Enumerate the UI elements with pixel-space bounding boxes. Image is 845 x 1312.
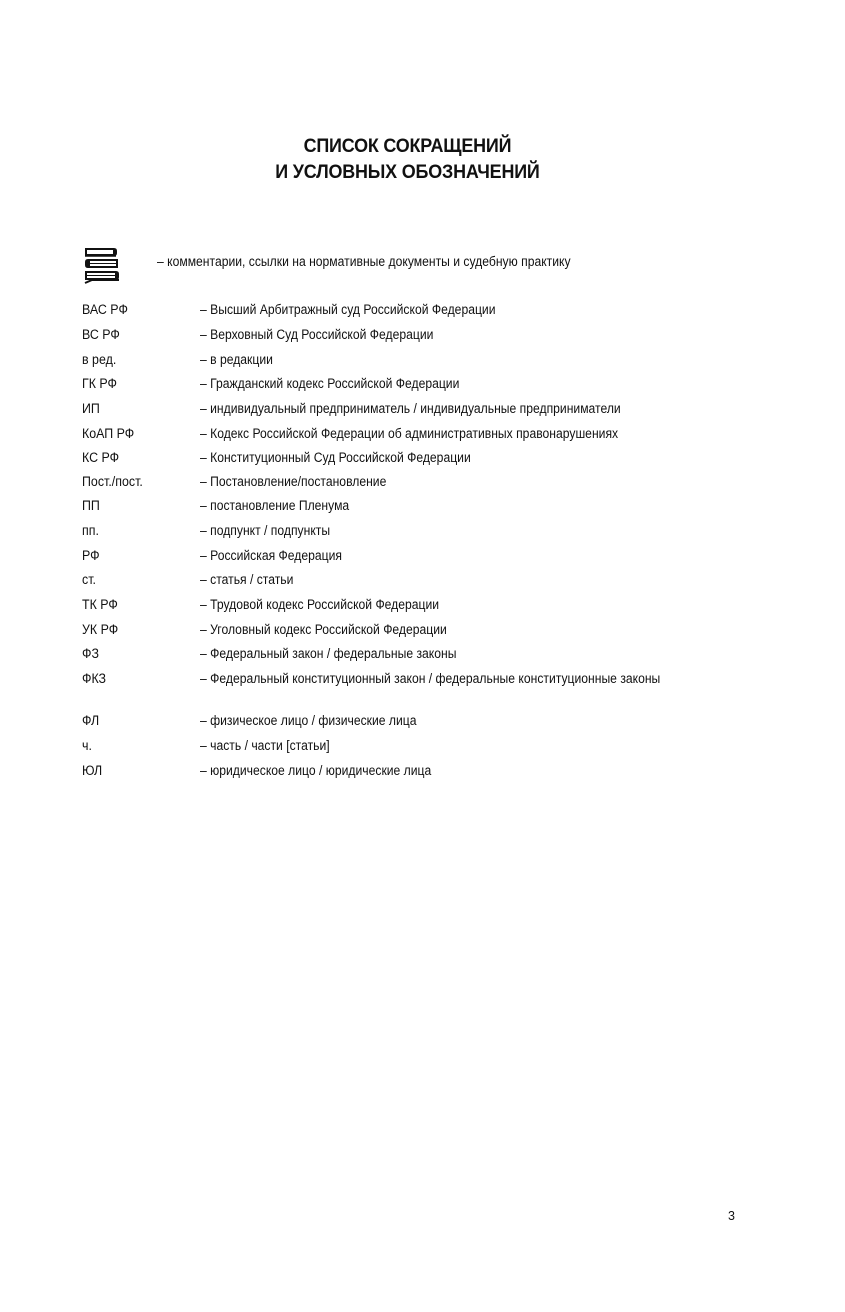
list-item bbox=[82, 572, 732, 597]
abbreviation-term: ВС РФ bbox=[82, 327, 120, 342]
abbreviation-term: УК РФ bbox=[82, 622, 119, 637]
abbreviation-term: ст. bbox=[82, 572, 96, 587]
abbreviation-definition: – индивидуальный предприниматель / индивидуальные предприниматели bbox=[200, 401, 621, 416]
abbreviation-term: ВАС РФ bbox=[82, 302, 128, 317]
abbreviation-term: РФ bbox=[82, 548, 100, 563]
abbreviation-term: в ред. bbox=[82, 352, 117, 367]
list-item bbox=[82, 327, 732, 352]
title-line-1: СПИСОК СОКРАЩЕНИЙ bbox=[303, 135, 512, 157]
abbreviation-term: ПП bbox=[82, 498, 100, 513]
abbreviation-term: ФЛ bbox=[82, 713, 100, 728]
abbreviation-term: КС РФ bbox=[82, 450, 120, 465]
abbreviation-term: ФЗ bbox=[82, 646, 99, 661]
abbreviation-term: ГК РФ bbox=[82, 376, 118, 391]
list-item bbox=[82, 401, 732, 426]
abbreviation-term: ИП bbox=[82, 401, 100, 416]
list-item bbox=[82, 450, 732, 474]
list-item bbox=[82, 622, 732, 646]
abbreviation-definition: – юридическое лицо / юридические лица bbox=[200, 763, 432, 778]
page-number: 3 bbox=[728, 1209, 735, 1223]
title-line-2: И УСЛОВНЫХ ОБОЗНАЧЕНИЙ bbox=[275, 161, 540, 183]
abbreviation-definition: – часть / части [статьи] bbox=[200, 738, 330, 753]
page-title bbox=[33, 133, 783, 185]
abbreviation-term: Пост./пост. bbox=[82, 474, 143, 489]
abbreviation-term: ФКЗ bbox=[82, 671, 107, 686]
list-item bbox=[82, 498, 732, 523]
abbreviation-definition: – Кодекс Российской Федерации об административных правонарушениях bbox=[200, 426, 619, 441]
list-item bbox=[82, 646, 732, 671]
abbreviation-definition: – Конституционный Суд Российской Федерации bbox=[200, 450, 471, 465]
list-item bbox=[82, 597, 732, 622]
abbreviation-definition: – постановление Пленума bbox=[200, 498, 350, 513]
abbreviation-definition: – статья / статьи bbox=[200, 572, 294, 587]
abbreviation-term: пп. bbox=[82, 523, 99, 538]
abbreviation-definition: – Уголовный кодекс Российской Федерации bbox=[200, 622, 447, 637]
list-item bbox=[82, 763, 732, 788]
abbreviation-definition: – физическое лицо / физические лица bbox=[200, 713, 417, 728]
abbreviation-definition: – Федеральный конституционный закон / федеральные конституционные законы bbox=[200, 671, 661, 686]
abbreviation-definition: – подпункт / подпункты bbox=[200, 523, 331, 538]
legend-row bbox=[82, 244, 742, 288]
legend-text: – комментарии, ссылки на нормативные документы и судебную практику bbox=[157, 254, 571, 269]
abbreviation-definition: – Верховный Суд Российской Федерации bbox=[200, 327, 434, 342]
list-item bbox=[82, 426, 732, 450]
abbreviation-definition: – Гражданский кодекс Российской Федерации bbox=[200, 376, 460, 391]
abbreviation-term: ЮЛ bbox=[82, 763, 103, 778]
abbreviation-definition: – Федеральный закон / федеральные законы bbox=[200, 646, 457, 661]
books-stack-icon bbox=[82, 244, 124, 286]
list-item bbox=[82, 713, 732, 738]
abbreviation-definition: – Постановление/постановление bbox=[200, 474, 387, 489]
list-item bbox=[82, 523, 732, 548]
abbreviation-definition: – Высший Арбитражный суд Российской Федерации bbox=[200, 302, 496, 317]
abbreviation-list bbox=[82, 302, 732, 788]
list-item bbox=[82, 302, 732, 327]
list-item bbox=[82, 548, 732, 572]
abbreviation-definition: – в редакции bbox=[200, 352, 273, 367]
abbreviation-term: ТК РФ bbox=[82, 597, 118, 612]
list-item bbox=[82, 352, 732, 376]
abbreviation-definition: – Российская Федерация bbox=[200, 548, 342, 563]
list-item bbox=[82, 738, 732, 763]
abbreviation-term: КоАП РФ bbox=[82, 426, 135, 441]
list-item bbox=[82, 474, 732, 498]
list-item bbox=[82, 376, 732, 401]
abbreviation-term: ч. bbox=[82, 738, 92, 753]
list-item bbox=[82, 671, 732, 713]
abbreviation-definition: – Трудовой кодекс Российской Федерации bbox=[200, 597, 440, 612]
